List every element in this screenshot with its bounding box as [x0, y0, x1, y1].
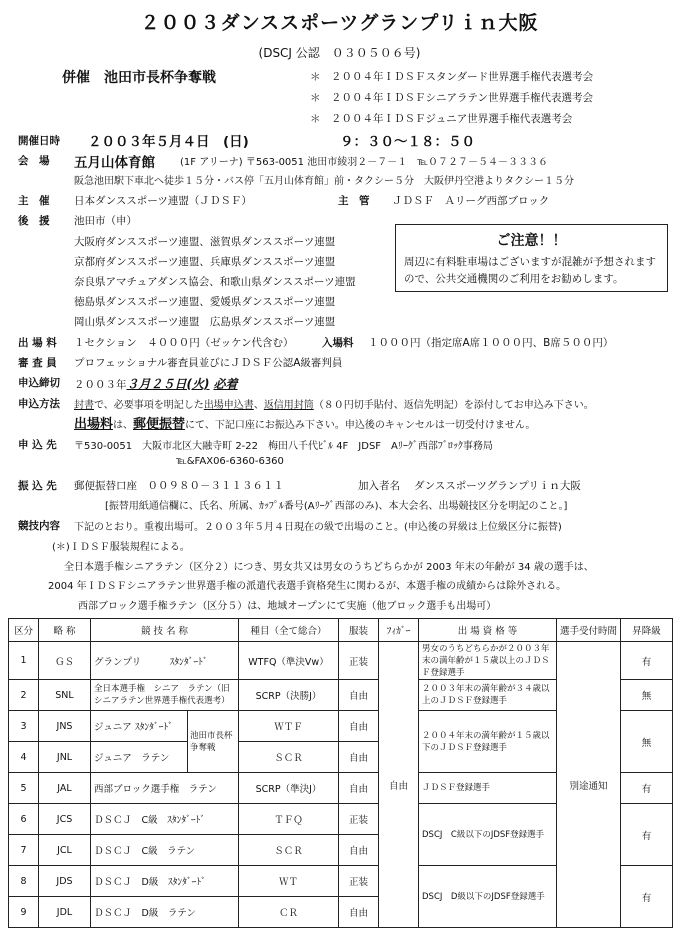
dress-note: (＊)ＩＤＳＦ服装規程による。	[52, 542, 190, 553]
grade-cell: 有	[621, 773, 673, 804]
row-name	[91, 711, 239, 773]
deadline-day: (火)	[186, 377, 210, 391]
row-abbr: JAL	[39, 773, 91, 804]
senior-note-1: 全日本選手権シニアラテン（区分２）につき、男女共又は男女のうちどちらかが 2003 年末の年齢が 34 歳の選手は、	[64, 562, 594, 573]
deadline-date: ３月２５日	[126, 377, 187, 391]
support-first: 池田市（申）	[74, 215, 137, 227]
trial-item: ＊ ２００４年ＩＤＳＦジュニア世界選手権代表選考会	[310, 113, 573, 125]
grade-cell: 無	[621, 680, 673, 711]
row-name: ＤＳＣＪ C級 ｽﾀﾝﾀﾞｰﾄﾞ	[91, 804, 239, 835]
trial-item: ＊ ２００４年ＩＤＳＦシニアラテン世界選手権代表選考会	[310, 92, 593, 104]
header-cell: 出 場 資 格 等	[419, 619, 557, 642]
page-title: ２００３ダンススポーツグランプリｉｎ大阪	[140, 12, 539, 34]
judge-value: プロフェッショナル審査員並びにＪＤＳＦ公認A級審判員	[74, 357, 343, 369]
row-abbr: JCS	[39, 804, 91, 835]
row-no: 9	[9, 897, 39, 928]
apply-tel: ℡&FAX06-6360-6360	[176, 456, 284, 467]
method-entry-fee: 出場料	[74, 417, 114, 432]
figure-cell: 自由	[379, 642, 419, 928]
method-application-form: 出場申込書	[203, 400, 254, 411]
table-row	[9, 642, 673, 680]
account-label: 加入者名	[358, 480, 400, 492]
approval-number: (DSCJ 公認 ０３０５０６号)	[258, 46, 421, 60]
row-no: 5	[9, 773, 39, 804]
row-event: ＷＴＦ	[239, 711, 339, 742]
fee-value: １セクション ４０００円（ゼッケン代含む）	[74, 337, 294, 349]
row-dress: 正装	[339, 866, 379, 897]
method-return-envelope: 返信用封筒	[263, 400, 314, 411]
row-dress: 自由	[339, 742, 379, 773]
support-row: 京都府ダンススポーツ連盟、兵庫県ダンススポーツ連盟	[74, 256, 336, 268]
row-name: グランプリ ｽﾀﾝﾀﾞｰﾄﾞ	[91, 642, 239, 680]
row-event: ＳＣＲ	[239, 835, 339, 866]
date-value: ２００３年５月４日 (日)	[88, 134, 249, 150]
qual-cell: 男女のうちどちらかが２００３年末の満年齢が１５歳以上のＪＤＳＦ登録選手	[419, 642, 557, 680]
transfer-account: 郵便振替口座 ００９８０－３１１３６１１	[74, 480, 284, 492]
host-value: 日本ダンススポーツ連盟（ＪＤＳＦ）	[74, 195, 252, 207]
senior-note-2: 2004 年ＩＤＳＦシニアラテン世界選手権の派遣代表選手資格発生に関わるが、本選手権の成績からは除外される。	[48, 581, 567, 592]
deadline-label: 申込締切	[18, 377, 60, 389]
row-event: WTFQ（準決Vw）	[239, 642, 339, 680]
grade-cell: 有	[621, 804, 673, 866]
row-name: 全日本選手権 シニア ラテン（旧シニアラテン世界選手権代表選考）	[91, 680, 239, 711]
row-no: 1	[9, 642, 39, 680]
method-text: 、	[253, 400, 264, 411]
grade-cell: 無	[621, 711, 673, 773]
row-event: ＷＴ	[239, 866, 339, 897]
method-sealed-envelope: 封書	[74, 400, 94, 411]
rules-label: 競技内容	[18, 520, 60, 532]
row-no: 8	[9, 866, 39, 897]
qual-cell: ＪＤＳＦ登録選手	[419, 773, 557, 804]
row-dress: 自由	[339, 773, 379, 804]
manage-label: 主 管	[338, 195, 370, 207]
apply-label: 申 込 先	[18, 439, 57, 451]
row-name: ＤＳＣＪ D級 ｽﾀﾝﾀﾞｰﾄﾞ	[91, 866, 239, 897]
judge-label: 審 査 員	[18, 357, 57, 369]
access-info: 阪急池田駅下車北へ徒歩１５分・バス停「五月山体育館」前・タクシー５分 大阪伊丹空港よりタクシー１５分	[74, 176, 574, 187]
deadline-must: 必着	[213, 377, 238, 391]
method-text: で、必要事項を明記した	[94, 400, 204, 411]
support-row: 徳島県ダンススポーツ連盟、愛媛県ダンススポーツ連盟	[74, 296, 336, 308]
row-no: 7	[9, 835, 39, 866]
row-event: ＴＦＱ	[239, 804, 339, 835]
row-dress: 自由	[339, 711, 379, 742]
row-name: ＤＳＣＪ C級 ラテン	[91, 835, 239, 866]
row-name: 西部ブロック選手権 ラテン	[91, 773, 239, 804]
grade-cell: 有	[621, 866, 673, 928]
header-cell: 種目（全て総合）	[239, 619, 339, 642]
trial-item: ＊ ２００４年ＩＤＳＦスタンダード世界選手権代表選考会	[310, 71, 594, 83]
method-label: 申込方法	[18, 398, 60, 410]
row-abbr: JNL	[39, 742, 91, 773]
junior-group-name: 池田市長杯争奪戦	[187, 711, 238, 772]
venue-label: 会 場	[18, 155, 50, 167]
row-abbr: JNS	[39, 711, 91, 742]
time-value: ９：３０～１８：５０	[340, 134, 475, 150]
competition-table	[8, 618, 673, 928]
entry-value: １０００円（指定席A席１０００円、B席５００円）	[368, 337, 614, 349]
row-no: 3	[9, 711, 39, 742]
row-abbr: JCL	[39, 835, 91, 866]
row-event: SCRP（決勝J）	[239, 680, 339, 711]
row-no: 4	[9, 742, 39, 773]
row-name: ＤＳＣＪ D級 ラテン	[91, 897, 239, 928]
qual-cell: ２００４年末の満年齢が１５歳以下のＪＤＳＦ登録選手	[419, 711, 557, 773]
qual-cell: ２００３年末の満年齢が３４歳以上のＪＤＳＦ登録選手	[419, 680, 557, 711]
header-cell: 昇降級	[621, 619, 673, 642]
deadline-value	[74, 375, 238, 392]
venue-name: 五月山体育館	[74, 155, 155, 171]
row-dress: 自由	[339, 835, 379, 866]
west-note: 西部ブロック選手権ラテン（区分５）は、地域オープンにて実施（他ブロック選手も出場可）	[78, 601, 497, 612]
deadline-year: ２００３年	[74, 379, 127, 391]
row-event: SCRP（準決J）	[239, 773, 339, 804]
support-label: 後 援	[18, 215, 50, 227]
qual-cell: DSCJ C級以下のJDSF登録選手	[419, 804, 557, 866]
host-label: 主 催	[18, 195, 50, 207]
notice-box	[395, 224, 668, 292]
date-label: 開催日時	[18, 135, 60, 147]
row-no: 6	[9, 804, 39, 835]
transfer-label: 振 込 先	[18, 480, 57, 492]
apply-address: 〒530-0051 大阪市北区大融寺町 2-22 梅田八千代ﾋﾞﾙ 4F JDSF Aﾘｰｸﾞ西部ﾌﾞﾛｯｸ事務局	[74, 441, 493, 452]
header-cell: 競 技 名 称	[91, 619, 239, 642]
row-event: ＣＲ	[239, 897, 339, 928]
method-text: にて、下記口座にお振込み下さい。申込後のキャンセルは一切受付けません。	[185, 420, 536, 431]
support-row: 奈良県アマチュアダンス協会、和歌山県ダンススポーツ連盟	[74, 276, 356, 288]
row-name-text: ジュニア ラテン	[91, 741, 187, 772]
reception-cell: 別途通知	[557, 642, 621, 928]
row-abbr: JDL	[39, 897, 91, 928]
table-header-row	[9, 619, 673, 642]
header-cell: 略 称	[39, 619, 91, 642]
notice-body: 周辺に有料駐車場はございますが混雑が予想されますので、公共交通機関のご利用をお勧めします。	[404, 256, 656, 285]
grade-cell: 有	[621, 642, 673, 680]
header-cell: ﾌｨｶﾞｰ	[379, 619, 419, 642]
method-text: （８０円切手貼付、返信先明記）を添付してお申込み下さい。	[313, 400, 594, 411]
row-event: ＳＣＲ	[239, 742, 339, 773]
method-text: は、	[113, 420, 134, 431]
manage-value: ＪＤＳＦ Ａリーグ西部ブロック	[392, 195, 550, 207]
method-line-2	[74, 413, 535, 432]
venue-detail: (1F アリーナ) 〒563-0051 池田市綾羽２－７－１ ℡０７２７－５４－３３３６	[180, 157, 548, 168]
transfer-note: [振替用紙通信欄に、氏名、所属、ｶｯﾌﾟﾙ番号(Aﾘｰｸﾞ西部のみ)、本大会名、出場競技区分を明記のこと。]	[105, 501, 568, 512]
row-dress: 正装	[339, 804, 379, 835]
header-cell: 選手受付時間	[557, 619, 621, 642]
method-line-1	[74, 396, 594, 411]
header-cell: 区分	[9, 619, 39, 642]
row-no: 2	[9, 680, 39, 711]
row-dress: 自由	[339, 897, 379, 928]
account-name: ダンススポーツグランプリｉｎ大阪	[414, 480, 581, 492]
row-abbr: JDS	[39, 866, 91, 897]
row-dress: 自由	[339, 680, 379, 711]
row-name-text: ジュニア ｽﾀﾝﾀﾞｰﾄﾞ	[94, 722, 173, 733]
fee-label: 出 場 料	[18, 337, 57, 349]
row-abbr: SNL	[39, 680, 91, 711]
rules-value: 下記のとおり。重複出場可。２００３年５月４日現在の級で出場のこと。(申込後の昇級は上位級区分に振替)	[74, 522, 562, 533]
support-row: 岡山県ダンススポーツ連盟 広島県ダンススポーツ連盟	[74, 316, 336, 328]
qual-cell: DSCJ D級以下のJDSF登録選手	[419, 866, 557, 928]
row-abbr: ＧＳ	[39, 642, 91, 680]
cohost-event: 併催 池田市長杯争奪戦	[62, 70, 216, 86]
notice-title: ご注意！！	[496, 233, 567, 249]
method-postal-transfer: 郵便振替	[133, 417, 186, 432]
row-dress: 正装	[339, 642, 379, 680]
entry-label: 入場料	[322, 337, 354, 349]
header-cell: 服装	[339, 619, 379, 642]
support-row: 大阪府ダンススポーツ連盟、滋賀県ダンススポーツ連盟	[74, 236, 336, 248]
